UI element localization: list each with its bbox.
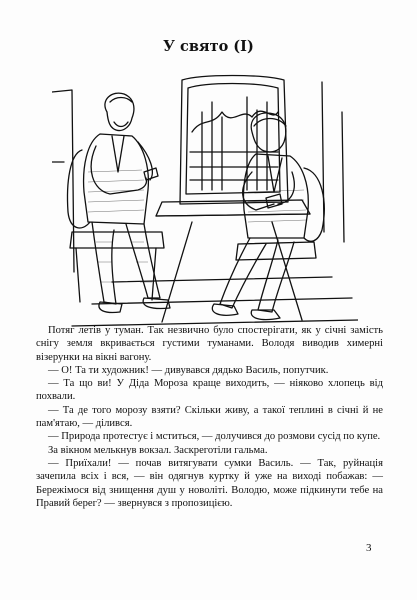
paragraph: — О! Та ти художник! — дивувався дядько Василь, попутчик. [48,364,329,376]
paragraph: — Та де того морозу взяти? Скільки живу, а такої теплині в січні й не пам'ятаю, — ділився. [36,404,383,430]
paragraph: — Та що ви! У Діда Мороза краще виходить, — ніяково хлопець від похвали. [36,378,383,403]
paragraph: — Природа протестує і мститься, — долучився до розмови сусід по купе. [48,431,381,443]
page-number: 3 [366,542,372,554]
train-passengers-illustration [52,72,358,328]
paragraph: За вікном мелькнув вокзал. Заскреготіли гальма. [48,444,268,456]
paragraph: — Приїхали! — почав витягувати сумки Василь. — Так, руйнація зачепила всіх і вся, — він одягнув куртку й уже на виході побажав: — Бережімося від знищення душ у новоліті. Володю, може підкинути тебе на Правий берег? — звернувся з пропозицією. [36,457,383,509]
story-text [36,324,383,510]
chapter-title: У свято (І) [163,38,254,55]
paragraph: Потяг летів у туман. Так незвично було спостерігати, як у січні замість снігу земля вкривається густими туманами. Володя виводив химерні візерунки на вікні вагону. [36,325,383,363]
